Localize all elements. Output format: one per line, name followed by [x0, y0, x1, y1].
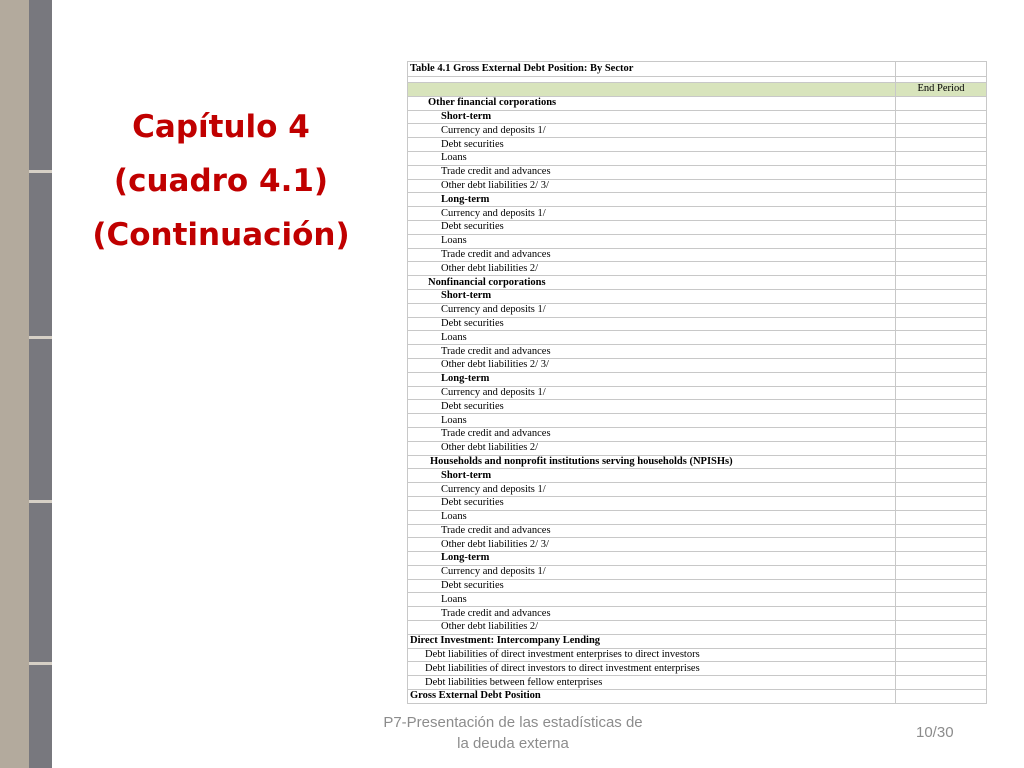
row-value-cell — [896, 276, 987, 290]
slide-title-line: (cuadro 4.1) — [113, 163, 329, 199]
row-value-cell — [896, 496, 987, 510]
table-row — [408, 565, 987, 579]
row-value-cell — [896, 331, 987, 345]
row-value-cell — [896, 455, 987, 469]
table-row — [408, 538, 987, 552]
row-value-cell — [896, 414, 987, 428]
row-label: Debt securities — [408, 579, 896, 593]
page-number: 10/30 — [916, 724, 954, 741]
slide-title-line: (Continuación) — [92, 217, 350, 253]
row-value-cell — [896, 110, 987, 124]
table-row — [408, 386, 987, 400]
row-label: Other debt liabilities 2/ — [408, 441, 896, 455]
row-label: Currency and deposits 1/ — [408, 565, 896, 579]
row-label: Loans — [408, 593, 896, 607]
side-strip-divider — [29, 662, 52, 665]
column-header-end-period: End Period — [896, 83, 987, 97]
row-label: Other debt liabilities 2/ 3/ — [408, 179, 896, 193]
row-value-cell — [896, 621, 987, 635]
table-row — [408, 455, 987, 469]
footer-line: P7-Presentación de las estadísticas de — [383, 714, 643, 731]
table-row — [408, 662, 987, 676]
row-value-cell — [896, 565, 987, 579]
row-label: Short-term — [408, 469, 896, 483]
table-row — [408, 414, 987, 428]
row-label: Loans — [408, 414, 896, 428]
table-row — [408, 345, 987, 359]
table-header-row — [408, 83, 987, 97]
row-value-cell — [896, 634, 987, 648]
table-row — [408, 400, 987, 414]
side-decoration-strip — [29, 0, 52, 768]
table-title-value-cell — [896, 62, 987, 77]
row-label: Trade credit and advances — [408, 607, 896, 621]
row-label: Households and nonprofit institutions serving households (NPISHs) — [408, 455, 896, 469]
row-value-cell — [896, 648, 987, 662]
row-label: Debt liabilities of direct investment enterprises to direct investors — [408, 648, 896, 662]
row-value-cell — [896, 179, 987, 193]
table-row — [408, 524, 987, 538]
row-value-cell — [896, 96, 987, 110]
table-row — [408, 607, 987, 621]
table-row — [408, 427, 987, 441]
row-value-cell — [896, 220, 987, 234]
row-value-cell — [896, 289, 987, 303]
table-row — [408, 676, 987, 690]
table-row — [408, 179, 987, 193]
row-value-cell — [896, 317, 987, 331]
row-label: Debt securities — [408, 496, 896, 510]
table-row — [408, 621, 987, 635]
table-row — [408, 552, 987, 566]
table-row — [408, 96, 987, 110]
table-row — [408, 358, 987, 372]
row-label: Debt securities — [408, 220, 896, 234]
row-value-cell — [896, 358, 987, 372]
row-label: Debt securities — [408, 317, 896, 331]
row-value-cell — [896, 400, 987, 414]
row-label: Other financial corporations — [408, 96, 896, 110]
row-label: Debt liabilities between fellow enterprises — [408, 676, 896, 690]
row-value-cell — [896, 248, 987, 262]
table-row — [408, 496, 987, 510]
row-value-cell — [896, 151, 987, 165]
row-label: Other debt liabilities 2/ — [408, 262, 896, 276]
slide-footer — [360, 712, 666, 754]
row-label: Trade credit and advances — [408, 248, 896, 262]
row-value-cell — [896, 303, 987, 317]
row-label: Currency and deposits 1/ — [408, 303, 896, 317]
row-label: Other debt liabilities 2/ 3/ — [408, 538, 896, 552]
table-row — [408, 372, 987, 386]
table-row — [408, 317, 987, 331]
row-label: Trade credit and advances — [408, 165, 896, 179]
table-row — [408, 124, 987, 138]
row-value-cell — [896, 662, 987, 676]
table-row — [408, 151, 987, 165]
table-row — [408, 331, 987, 345]
table-row — [408, 220, 987, 234]
row-value-cell — [896, 483, 987, 497]
table-row — [408, 165, 987, 179]
table-row — [408, 510, 987, 524]
row-value-cell — [896, 165, 987, 179]
table-row — [408, 289, 987, 303]
row-label: Trade credit and advances — [408, 427, 896, 441]
side-strip-divider — [29, 170, 52, 173]
row-value-cell — [896, 345, 987, 359]
row-label: Short-term — [408, 110, 896, 124]
table-row — [408, 303, 987, 317]
row-value-cell — [896, 372, 987, 386]
row-value-cell — [896, 552, 987, 566]
row-label: Long-term — [408, 372, 896, 386]
row-value-cell — [896, 607, 987, 621]
side-strip-divider — [29, 336, 52, 339]
row-label: Trade credit and advances — [408, 524, 896, 538]
row-value-cell — [896, 538, 987, 552]
row-label: Other debt liabilities 2/ 3/ — [408, 358, 896, 372]
table-row — [408, 441, 987, 455]
row-label: Trade credit and advances — [408, 345, 896, 359]
row-value-cell — [896, 193, 987, 207]
row-label: Loans — [408, 151, 896, 165]
table-row — [408, 483, 987, 497]
table-header-label-cell — [408, 83, 896, 97]
row-label: Currency and deposits 1/ — [408, 124, 896, 138]
row-value-cell — [896, 690, 987, 704]
row-label: Loans — [408, 234, 896, 248]
table-row — [408, 579, 987, 593]
table-row — [408, 634, 987, 648]
table-row — [408, 593, 987, 607]
table-row — [408, 262, 987, 276]
row-value-cell — [896, 469, 987, 483]
slide-title-line: Capítulo 4 — [132, 109, 310, 145]
table-row — [408, 648, 987, 662]
table-row — [408, 234, 987, 248]
row-value-cell — [896, 524, 987, 538]
row-label: Debt securities — [408, 138, 896, 152]
row-label: Long-term — [408, 552, 896, 566]
row-value-cell — [896, 262, 987, 276]
row-label: Direct Investment: Intercompany Lending — [408, 634, 896, 648]
row-label: Nonfinancial corporations — [408, 276, 896, 290]
table-row — [408, 276, 987, 290]
row-label: Gross External Debt Position — [408, 690, 896, 704]
table-row — [408, 690, 987, 704]
table-row — [408, 193, 987, 207]
row-label: Loans — [408, 510, 896, 524]
table-title: Table 4.1 Gross External Debt Position: By Sector — [408, 62, 896, 77]
row-label: Debt liabilities of direct investors to direct investment enterprises — [408, 662, 896, 676]
row-value-cell — [896, 579, 987, 593]
row-label: Long-term — [408, 193, 896, 207]
row-value-cell — [896, 138, 987, 152]
row-label: Currency and deposits 1/ — [408, 386, 896, 400]
row-label: Short-term — [408, 289, 896, 303]
row-value-cell — [896, 234, 987, 248]
footer-line: la deuda externa — [457, 735, 569, 752]
row-value-cell — [896, 386, 987, 400]
side-strip-divider — [29, 500, 52, 503]
row-label: Currency and deposits 1/ — [408, 483, 896, 497]
row-value-cell — [896, 510, 987, 524]
row-value-cell — [896, 124, 987, 138]
row-value-cell — [896, 676, 987, 690]
table-row — [408, 138, 987, 152]
row-label: Other debt liabilities 2/ — [408, 621, 896, 635]
table-row — [408, 207, 987, 221]
row-value-cell — [896, 441, 987, 455]
table-row — [408, 469, 987, 483]
table-row — [408, 248, 987, 262]
slide-title — [62, 100, 380, 262]
row-label: Loans — [408, 331, 896, 345]
row-value-cell — [896, 427, 987, 441]
table-row — [408, 110, 987, 124]
row-value-cell — [896, 207, 987, 221]
row-label: Debt securities — [408, 400, 896, 414]
row-value-cell — [896, 593, 987, 607]
table-title-row — [408, 62, 987, 77]
debt-position-table — [407, 61, 987, 704]
row-label: Currency and deposits 1/ — [408, 207, 896, 221]
